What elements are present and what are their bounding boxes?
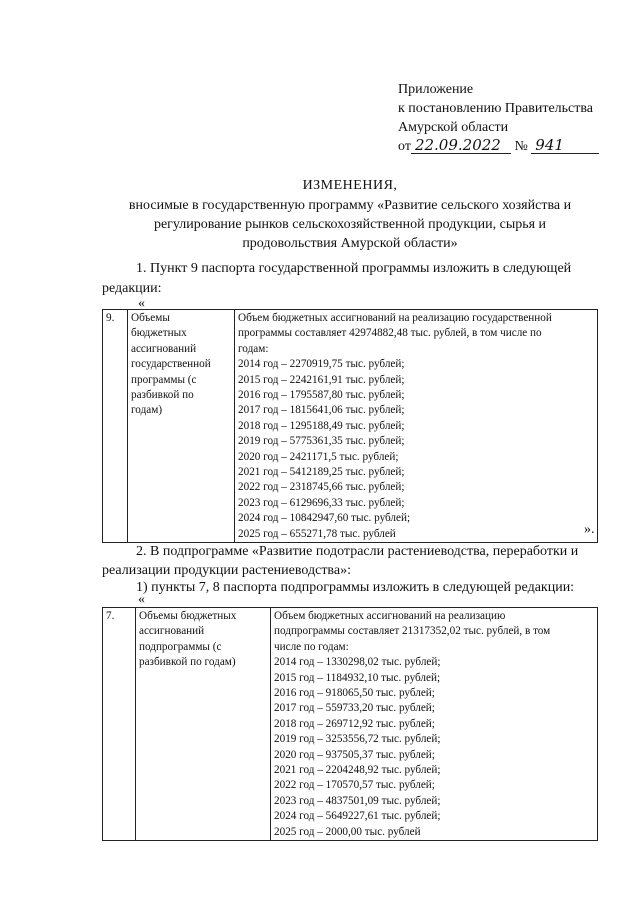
section1-close-quote: ». (584, 522, 595, 537)
year-amount-line: 2018 год – 1295188,49 тыс. рублей; (238, 419, 405, 432)
year-amount-line: 2015 год – 2242161,91 тыс. рублей; (238, 373, 405, 386)
intro-line: числе по годам: (274, 640, 349, 653)
year-amount-line: 2020 год – 2421171,5 тыс. рублей; (238, 450, 399, 463)
section1-text-line-2: редакции: (102, 281, 162, 296)
row-content (271, 608, 598, 841)
label-line: ассигнований (131, 342, 197, 355)
handwritten-number: 941 (531, 137, 599, 154)
title-line-1: вносимые в государственную программу «Развитие сельского хозяйства и (128, 198, 572, 213)
year-amount-line: 2022 год – 170570,57 тыс. рублей; (274, 779, 435, 792)
year-amount-line: 2023 год – 6129696,33 тыс. рублей; (238, 496, 405, 509)
title-line-2: регулирование рынков сельскохозяйственной продукции, сырья и (153, 217, 547, 232)
intro-line: программы составляет 42974882,48 тыс. рублей, в том числе по (238, 327, 542, 340)
section2-table (102, 607, 598, 841)
year-amount-line: 2019 год – 5775361,35 тыс. рублей; (238, 435, 405, 448)
year-amount-line: 2024 год – 10842947,60 тыс. рублей; (238, 512, 411, 525)
row-label (128, 310, 235, 543)
appendix-line-2: к постановлению Правительства (398, 101, 594, 116)
year-amount-line: 2020 год – 937505,37 тыс. рублей; (274, 748, 435, 761)
label-line: разбивкой по годам) (139, 656, 236, 669)
year-amount-line: 2015 год – 1184932,10 тыс. рублей; (274, 671, 441, 684)
year-amount-line: 2021 год – 5412189,25 тыс. рублей; (238, 466, 405, 479)
label-line: бюджетных (131, 327, 187, 340)
section1-table (102, 309, 598, 543)
label-line: Объемы бюджетных (139, 610, 237, 622)
section1-text-line-1: 1. Пункт 9 паспорта государственной программы изложить в следующей (136, 261, 572, 276)
row-number: 9. (103, 310, 128, 543)
label-line: подпрограммы (с (139, 640, 222, 653)
year-amount-line: 2024 год – 5649227,61 тыс. рублей; (274, 810, 441, 823)
intro-line: годам: (238, 342, 269, 355)
label-line: разбивкой по (131, 389, 194, 402)
row-number: 7. (103, 608, 136, 841)
year-amount-line: 2016 год – 918065,50 тыс. рублей; (274, 687, 435, 700)
year-amount-line: 2023 год – 4837501,09 тыс. рублей; (274, 794, 441, 807)
document-title (90, 176, 610, 253)
year-amount-line: 2014 год – 2270919,75 тыс. рублей; (238, 358, 405, 371)
section2-text-line-3: 1) пункты 7, 8 паспорта подпрограммы изложить в следующей редакции: (136, 580, 575, 595)
year-amount-line: 2017 год – 1815641,06 тыс. рублей; (238, 404, 405, 417)
label-line: государственной (131, 358, 211, 371)
table-row (103, 310, 598, 543)
year-amount-line: 2021 год – 2204248,92 тыс. рублей; (274, 764, 441, 777)
section2-text-line-1: 2. В подпрограмме «Развитие подотрасли растениеводства, переработки и (136, 544, 579, 559)
label-line: программы (с (131, 373, 197, 386)
table-row (103, 608, 598, 841)
year-amount-line: 2018 год – 269712,92 тыс. рублей; (274, 717, 435, 730)
appendix-line-3: Амурской области (398, 120, 509, 135)
year-amount-line: 2017 год – 559733,20 тыс. рублей; (274, 702, 435, 715)
year-amount-line: 2025 год – 2000,00 тыс. рублей (274, 825, 421, 838)
intro-line: подпрограммы составляет 21317352,02 тыс. рублей, в том (274, 625, 551, 638)
label-line: Объемы (131, 312, 170, 324)
row-content (235, 310, 598, 543)
year-amount-line: 2025 год – 655271,78 тыс. рублей (238, 527, 396, 540)
section2-text-line-2: реализации продукции растениеводства»: (102, 563, 351, 578)
section1-open-quote: « (138, 296, 145, 311)
intro-line: Объем бюджетных ассигнований на реализацию (274, 610, 506, 622)
number-prefix: № (514, 139, 528, 154)
section2-open-quote: « (138, 592, 145, 607)
label-line: ассигнований (139, 625, 205, 638)
title-line-3: продовольствия Амурской области» (242, 236, 458, 251)
date-prefix: от (398, 139, 411, 154)
year-amount-line: 2022 год – 2318745,66 тыс. рублей; (238, 481, 405, 494)
year-amount-line: 2016 год – 1795587,80 тыс. рублей; (238, 389, 405, 402)
appendix-block (398, 80, 599, 156)
row-label (136, 608, 271, 841)
title-heading: ИЗМЕНЕНИЯ, (302, 178, 398, 193)
intro-line: Объем бюджетных ассигнований на реализацию государственной (238, 312, 552, 324)
year-amount-line: 2019 год – 3253556,72 тыс. рублей; (274, 733, 441, 746)
year-amount-line: 2014 год – 1330298,02 тыс. рублей; (274, 656, 441, 669)
handwritten-date: 22.09.2022 (411, 137, 511, 154)
appendix-date-row (398, 137, 599, 156)
label-line: годам) (131, 404, 163, 417)
appendix-line-1: Приложение (398, 82, 474, 97)
